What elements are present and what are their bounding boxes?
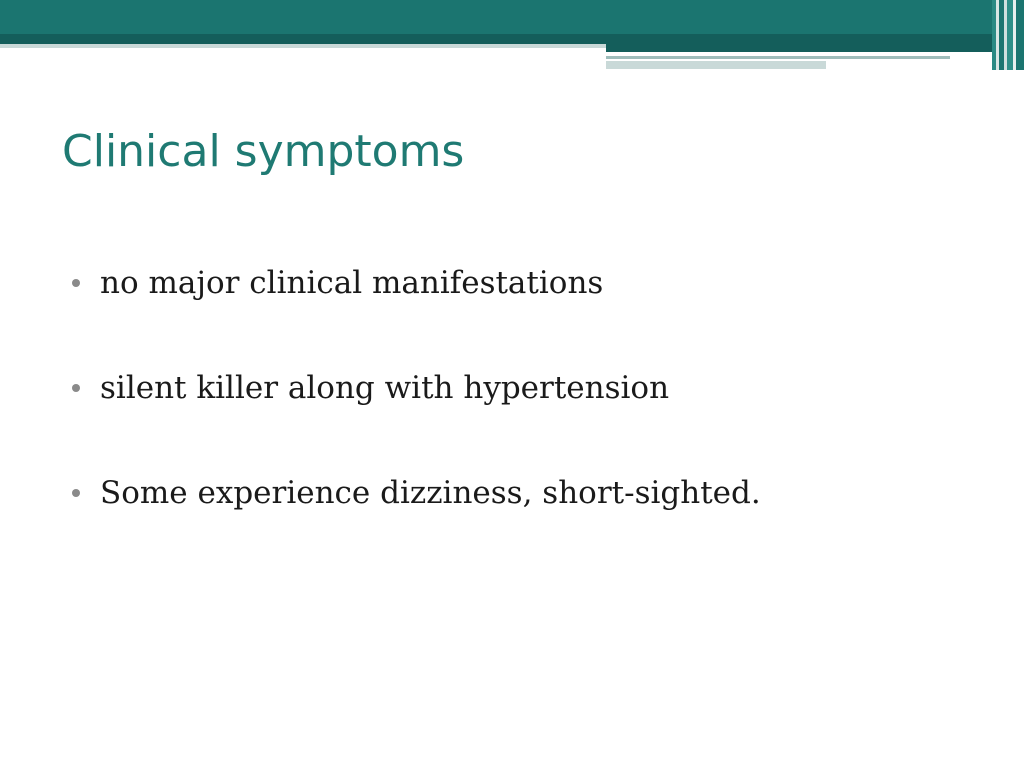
- bullet-text: Some experience dizziness, short-sighted.: [100, 475, 761, 511]
- bullet-dot-icon: [72, 489, 80, 497]
- bullet-item: [72, 468, 761, 518]
- slide-title: Clinical symptoms: [62, 126, 465, 177]
- right-stripes-decoration: [992, 0, 1024, 70]
- bullet-dot-icon: [72, 279, 80, 287]
- bullet-text: no major clinical manifestations: [100, 265, 604, 301]
- top-banner: [0, 0, 1024, 34]
- accent-line: [606, 56, 950, 59]
- bullet-item: [72, 363, 761, 413]
- top-banner-tab: [606, 44, 1024, 52]
- bullet-list: [72, 258, 761, 573]
- bullet-item: [72, 258, 761, 308]
- accent-line-short: [606, 61, 826, 69]
- bullet-text: silent killer along with hypertension: [100, 370, 670, 406]
- top-banner-light-strip: [0, 44, 606, 48]
- top-banner-dark-strip: [0, 34, 1024, 44]
- bullet-dot-icon: [72, 384, 80, 392]
